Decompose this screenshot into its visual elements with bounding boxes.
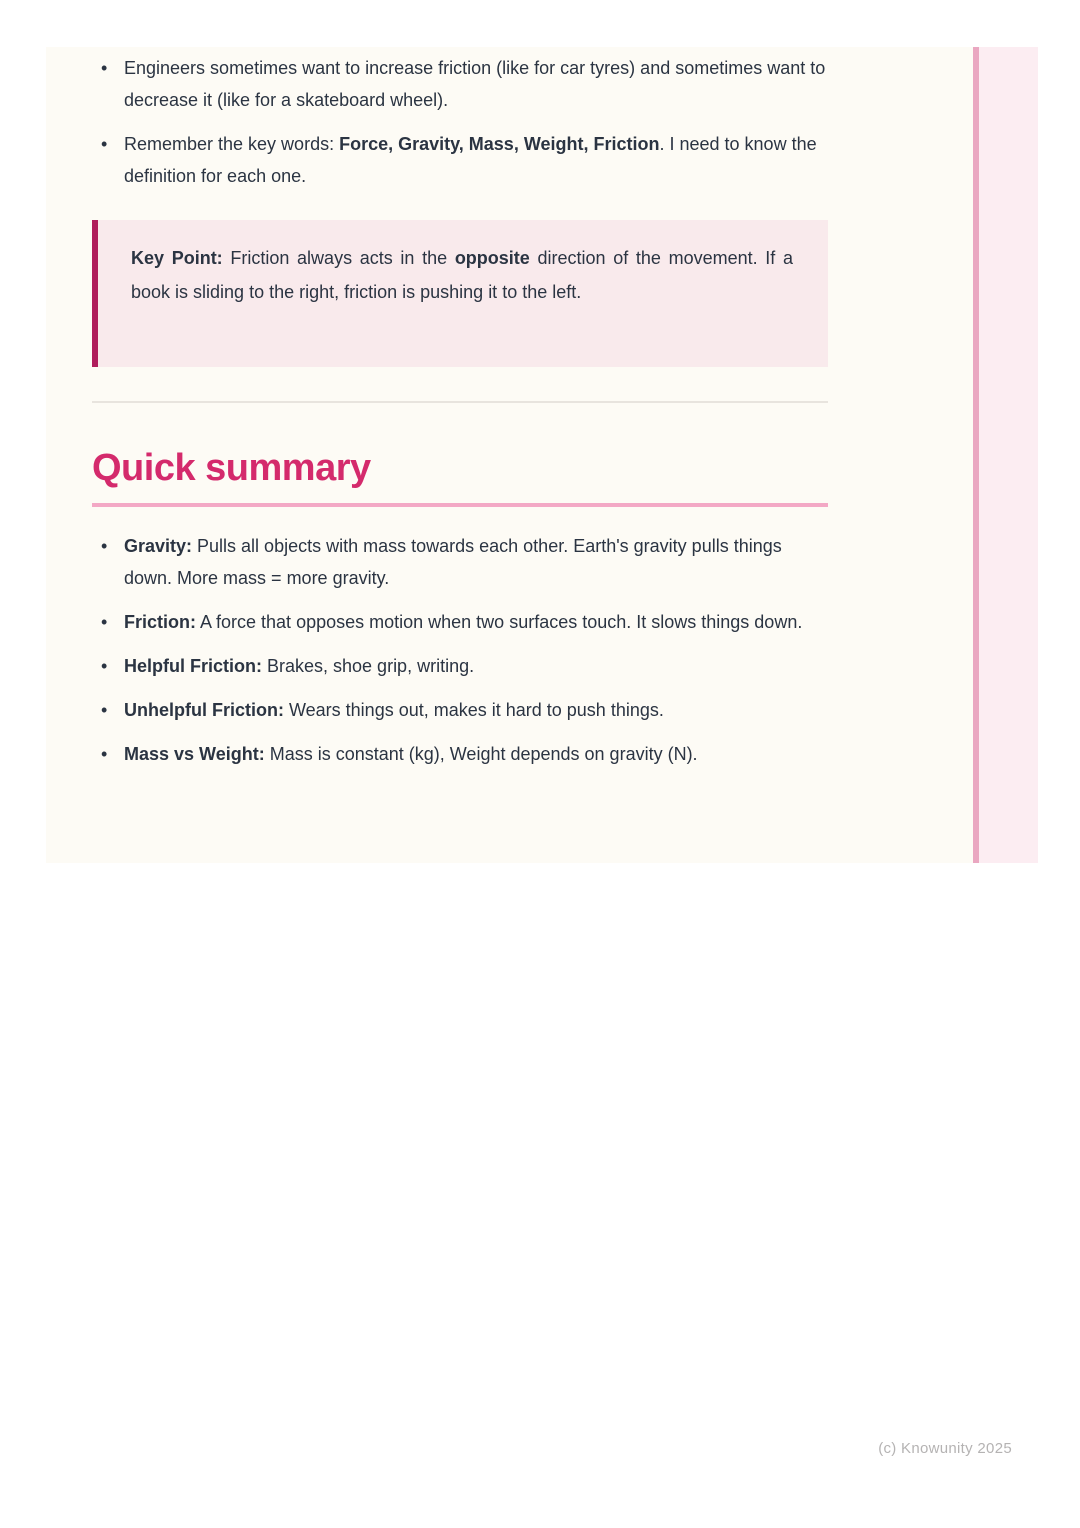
bullet-item bbox=[92, 606, 834, 638]
bold-text: Helpful Friction: bbox=[124, 656, 262, 676]
bold-text: Unhelpful Friction: bbox=[124, 700, 284, 720]
section-divider bbox=[92, 401, 828, 403]
heading-underline bbox=[92, 503, 828, 507]
bold-text: Key Point: bbox=[131, 248, 223, 268]
text-run: Pulls all objects with mass towards each other. Earth's gravity pulls things down. More mass = more gravity. bbox=[124, 536, 782, 588]
text-run: Mass is constant (kg), Weight depends on gravity (N). bbox=[264, 744, 698, 764]
key-point-callout bbox=[92, 220, 828, 367]
text-run: Friction always acts in the bbox=[222, 248, 455, 268]
bold-text: Gravity: bbox=[124, 536, 193, 556]
summary-heading: Quick summary bbox=[92, 447, 371, 489]
summary-bullet-list bbox=[92, 530, 834, 782]
bullet-item bbox=[92, 738, 834, 770]
bold-text: Force, Gravity, Mass, Weight, Friction bbox=[339, 134, 660, 154]
bullet-item bbox=[92, 694, 834, 726]
bold-text: opposite bbox=[454, 248, 530, 268]
bullet-item bbox=[92, 52, 834, 116]
bold-text: Friction: bbox=[124, 612, 196, 632]
bullet-item bbox=[92, 530, 834, 594]
intro-bullet-list bbox=[92, 52, 834, 204]
right-accent-band bbox=[973, 47, 1038, 863]
bullet-item bbox=[92, 128, 834, 192]
text-run: A force that opposes motion when two surfaces touch. It slows things down. bbox=[196, 612, 803, 632]
text-run: Engineers sometimes want to increase friction (like for car tyres) and sometimes want to decrease it (like for a skateboard wheel). bbox=[124, 58, 826, 110]
text-run: Remember the key words: bbox=[124, 134, 340, 154]
text-run: Brakes, shoe grip, writing. bbox=[262, 656, 475, 676]
copyright-text: (c) Knowunity 2025 bbox=[878, 1440, 1012, 1457]
text-run: direction of the movement. If a book is sliding to the right, friction is pushing it to the left. bbox=[131, 248, 793, 302]
bullet-item bbox=[92, 650, 834, 682]
key-point-text bbox=[98, 220, 828, 309]
text-run: Wears things out, makes it hard to push things. bbox=[283, 700, 664, 720]
bold-text: Mass vs Weight: bbox=[124, 744, 265, 764]
text-run: . I need to know the definition for each one. bbox=[124, 134, 817, 186]
